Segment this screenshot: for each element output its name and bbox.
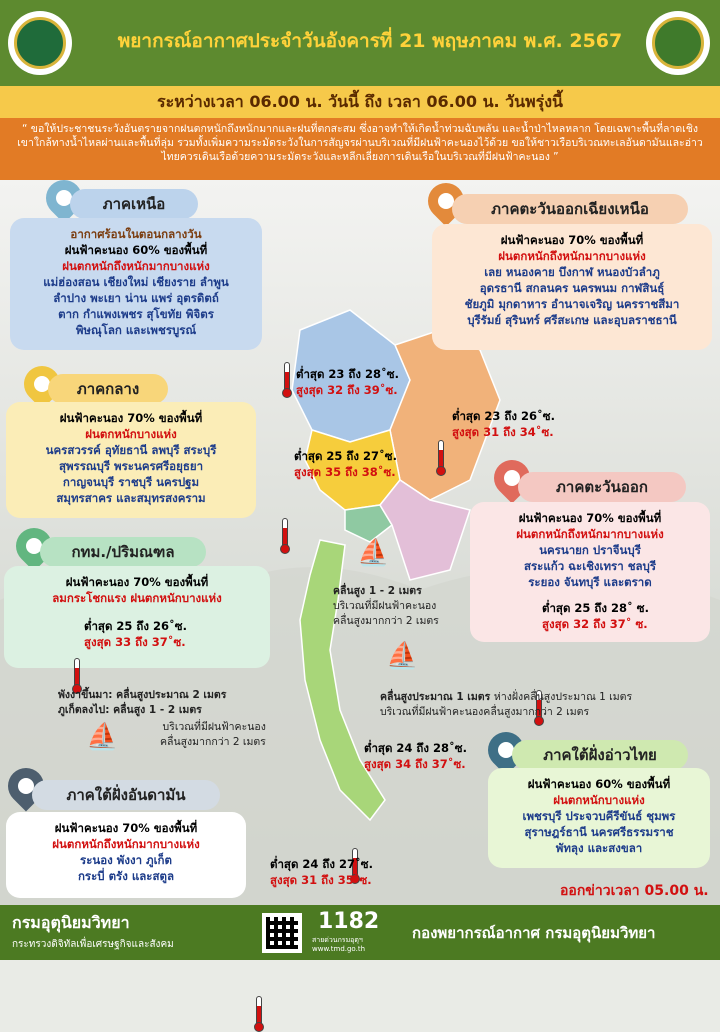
central-line5: กาญจนบุรี ราชบุรี นครปฐม [62, 475, 200, 489]
north-bubble [10, 218, 262, 350]
bangkok-line1: ฝนฟ้าคะนอง 70% ของพื้นที่ [65, 575, 209, 589]
central-bubble [6, 402, 256, 518]
north-tmin: ต่ำสุด 23 ถึง 28˚ซ. [296, 367, 399, 381]
upper-gulf-wave-line2: บริเวณที่มีฝนฟ้าคะนอง [333, 600, 437, 612]
northeast-temp [452, 408, 555, 440]
north-line7: พิษณุโลก และเพชรบูรณ์ [75, 323, 197, 337]
bangkok-line2: ลมกระโชกแรง ฝนตกหนักบางแห่ง [52, 591, 222, 605]
northeast-line5: ชัยภูมิ มุกดาหาร อำนาจเจริญ นครราชสีมา [464, 297, 680, 311]
northeast-bubble [432, 224, 712, 350]
south-andaman-temp [270, 856, 373, 888]
south-gulf-line4: สุราษฎร์ธานี นครศรีธรรมราช [524, 825, 674, 839]
upper-gulf-wave-line3: คลื่นสูงมากกว่า 2 เมตร [333, 615, 439, 627]
lower-gulf-wave-line1: คลื่นสูงประมาณ 1 เมตร [380, 691, 491, 703]
lower-gulf-wave-line2: ห่างฝั่งคลื่นสูงประมาณ 1 เมตร [493, 691, 633, 703]
andaman-waves-storm [160, 720, 266, 750]
andaman-wave-height1: คลื่นสูงประมาณ 2 เมตร [116, 689, 227, 701]
north-line3: ฝนตกหนักถึงหนักมากบางแห่ง [62, 259, 210, 273]
upper-gulf-wave-line1: คลื่นสูง 1 - 2 เมตร [333, 585, 422, 597]
northeast-line1: ฝนฟ้าคะนอง 70% ของพื้นที่ [500, 233, 644, 247]
south-andaman-bubble [6, 812, 246, 898]
footer-website[interactable]: www.tmd.go.th [312, 945, 365, 953]
central-line3: นครสวรรค์ อุทัยธานี ลพบุรี สระบุรี [45, 443, 217, 457]
header-bar [0, 0, 720, 86]
issue-time: ออกข่าวเวลา 05.00 น. [560, 883, 709, 899]
andaman-wave-area2: ภูเก็ตลงไป: [58, 704, 110, 716]
andaman-waves [58, 688, 226, 718]
south-gulf-tmin: ต่ำสุด 24 ถึง 28˚ซ. [364, 741, 467, 755]
south-gulf-line5: พัทลุง และสงขลา [555, 841, 643, 855]
central-line2: ฝนตกหนักบางแห่ง [85, 427, 177, 441]
footer-division: กองพยากรณ์อากาศ กรมอุตุนิยมวิทยา [412, 924, 656, 942]
thermometer-icon [282, 362, 292, 398]
south-andaman-line3: ระนอง พังงา ภูเก็ต [80, 853, 172, 867]
central-tmin: ต่ำสุด 25 ถึง 27˚ซ. [294, 449, 397, 463]
north-line6: ตาก กำแพงเพชร สุโขทัย พิจิตร [58, 307, 214, 321]
north-title: ภาคเหนือ [70, 189, 198, 219]
northeast-tmax: สูงสุด 31 ถึง 34˚ซ. [452, 425, 554, 439]
east-title: ภาคตะวันออก [518, 472, 686, 502]
east-line4: สระแก้ว ฉะเชิงเทรา ชลบุรี [523, 559, 657, 573]
boat-icon: ⛵ [86, 722, 119, 752]
lower-gulf-waves [380, 690, 632, 720]
warning-notice: “ ขอให้ประชาชนระวังอันตรายจากฝนตกหนักถึงหนักมากและฝนที่ตกสะสม ซึ่งอาจทำให้เกิดน้ำท่วมฉับพลัน และน้ำป่าไหลหลาก โดยเฉพาะพื้นที่ลาดเชิงเขาใกล้ทางน้ำไหลผ่านและพื้นที่ลุ่ม รวมทั้งเพิ่มความระมัดระวังในการสัญจรผ่านบริเวณที่มีฝนฟ้าคะนองไว้ด้วย ขอให้ชาวเรือบริเวณทะเลอันดามันและอ่าวไทยควรเดินเรือด้วยความระมัดระวังและหลีกเลี่ยงการเดินเรือในบริเวณที่มีฝนฟ้าคะนอง ” [0, 118, 720, 180]
boat-icon: ⛵ [386, 641, 419, 671]
north-line4: แม่ฮ่องสอน เชียงใหม่ เชียงราย ลำพูน [43, 275, 229, 289]
east-tmin: ต่ำสุด 25 ถึง 28˚ ซ. [542, 601, 649, 615]
lower-gulf-wave-line3: บริเวณที่มีฝนฟ้าคะนองคลื่นสูงมากกว่า 2 เมตร [380, 706, 590, 718]
south-andaman-line4: กระบี่ ตรัง และสตูล [77, 869, 175, 883]
south-gulf-line2: ฝนตกหนักบางแห่ง [553, 793, 645, 807]
northeast-line6: บุรีรัมย์ สุรินทร์ ศรีสะเกษ และอุบลราชธานี [467, 313, 677, 327]
central-line6: สมุทรสาคร และสมุทรสงคราม [56, 491, 206, 505]
east-line5: ระยอง จันทบุรี และตราด [528, 575, 652, 589]
south-gulf-title: ภาคใต้ฝั่งอ่าวไทย [512, 740, 688, 770]
northeast-tmin: ต่ำสุด 23 ถึง 26˚ซ. [452, 409, 555, 423]
footer-bar [0, 905, 720, 960]
central-title: ภาคกลาง [48, 374, 168, 404]
east-line3: นครนายก ปราจีนบุรี [539, 543, 641, 557]
north-line1: อากาศร้อนในตอนกลางวัน [70, 227, 202, 241]
north-tmax: สูงสุด 32 ถึง 39˚ซ. [296, 383, 398, 397]
page-title: พยากรณ์อากาศประจำวันอังคารที่ 21 พฤษภาคม พ.ศ. 2567 [117, 30, 623, 52]
andaman-wave-line4: คลื่นสูงมากกว่า 2 เมตร [160, 736, 266, 748]
bangkok-temp [84, 618, 187, 650]
footer-hotline: 1182 [318, 909, 380, 934]
footer-hotline-label: สายด่วนกรมอุตุฯ [312, 936, 363, 944]
footer-ministry: กระทรวงดิจิทัลเพื่อเศรษฐกิจและสังคม [12, 939, 174, 950]
upper-gulf-waves [333, 584, 439, 629]
east-line2: ฝนตกหนักถึงหนักมากบางแห่ง [516, 527, 664, 541]
north-temp [296, 366, 399, 398]
qr-code-icon[interactable] [262, 913, 302, 953]
south-andaman-tmin: ต่ำสุด 24 ถึง 27˚ซ. [270, 857, 373, 871]
north-line2: ฝนฟ้าคะนอง 60% ของพื้นที่ [64, 243, 208, 257]
northeast-title: ภาคตะวันออกเฉียงเหนือ [452, 194, 688, 224]
ministry-logo [8, 11, 72, 75]
central-tmax: สูงสุด 35 ถึง 38˚ซ. [294, 465, 396, 479]
andaman-wave-line3: บริเวณที่มีฝนฟ้าคะนอง [162, 721, 266, 733]
south-gulf-line1: ฝนฟ้าคะนอง 60% ของพื้นที่ [527, 777, 671, 791]
northeast-line2: ฝนตกหนักถึงหนักมากบางแห่ง [498, 249, 646, 263]
thermometer-icon [280, 518, 290, 554]
east-temp [542, 600, 649, 632]
andaman-wave-height2: คลื่นสูง 1 - 2 เมตร [113, 704, 202, 716]
south-gulf-tmax: สูงสุด 34 ถึง 37˚ซ. [364, 757, 466, 771]
south-gulf-bubble [488, 768, 710, 868]
northeast-line4: อุดรธานี สกลนคร นครพนม กาฬสินธุ์ [479, 281, 665, 295]
south-gulf-temp [364, 740, 467, 772]
south-gulf-line3: เพชรบุรี ประจวบคีรีขันธ์ ชุมพร [522, 809, 676, 823]
east-line1: ฝนฟ้าคะนอง 70% ของพื้นที่ [518, 511, 662, 525]
north-line5: ลำปาง พะเยา น่าน แพร่ อุตรดิตถ์ [53, 291, 219, 305]
south-andaman-title: ภาคใต้ฝั่งอันดามัน [32, 780, 220, 810]
footer-dept: กรมอุตุนิยมวิทยา [12, 913, 130, 932]
south-andaman-line1: ฝนฟ้าคะนอง 70% ของพื้นที่ [54, 821, 198, 835]
thermometer-icon [254, 996, 264, 1032]
central-line4: สุพรรณบุรี พระนครศรีอยุธยา [58, 459, 204, 473]
forecast-period: ระหว่างเวลา 06.00 น. วันนี้ ถึง เวลา 06.00 น. วันพรุ่งนี้ [0, 86, 720, 118]
bangkok-tmin: ต่ำสุด 25 ถึง 26˚ซ. [84, 619, 187, 633]
central-temp [294, 448, 397, 480]
bangkok-title: กทม./ปริมณฑล [40, 537, 206, 567]
south-andaman-tmax: สูงสุด 31 ถึง 35˚ซ. [270, 873, 372, 887]
boat-icon: ⛵ [357, 538, 390, 568]
thermometer-icon [436, 440, 446, 476]
east-tmax: สูงสุด 32 ถึง 37˚ ซ. [542, 617, 648, 631]
east-bubble [470, 502, 710, 642]
northeast-line3: เลย หนองคาย บึงกาฬ หนองบัวลำภู [484, 265, 660, 279]
south-andaman-line2: ฝนตกหนักถึงหนักมากบางแห่ง [52, 837, 200, 851]
bangkok-bubble [4, 566, 270, 668]
bangkok-tmax: สูงสุด 33 ถึง 37˚ซ. [84, 635, 186, 649]
tmd-logo [646, 11, 710, 75]
andaman-wave-area1: พังงาขึ้นมา: [58, 689, 113, 701]
central-line1: ฝนฟ้าคะนอง 70% ของพื้นที่ [59, 411, 203, 425]
